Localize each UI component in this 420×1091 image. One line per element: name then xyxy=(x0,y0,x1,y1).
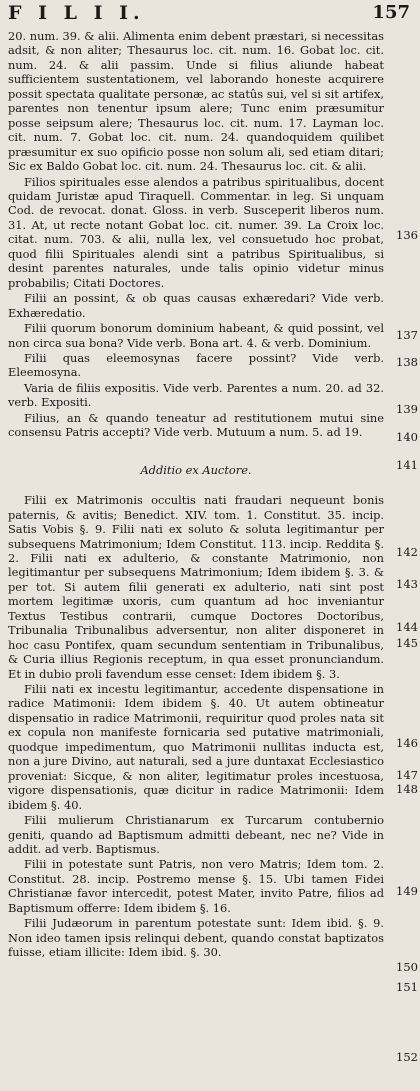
margin-number: 141 xyxy=(396,458,418,472)
paragraph: Filii ex Matrimonis occultis nati fraudari nequeunt bonis paternis, & avitis; Benedict. XIV. tom. 1. Constitut. 35. incip. Satis Vobis §. 9. Filii nati ex soluto & soluta legitimantur per subsequens Matrimonium; Idem Constitut. 113. incip. Reddita §. 2. Filii nati ex adulterio, & constante Matrimonio, non legitimantur per subsequens Matrimonium; Idem ibidem §. 3. & per tot. Si autem filii generati ex adulterio, nati sint post mortem legitimæ uxoris, cum quantum ad hoc inveniantur Textus Testibus contrarii, cumque Doctores Doctoribus, Tribunalia Tribunalibus adversentur, non aliter disponeret in hoc casu Pontifex, quam secundum sententiam in Tribunalibus, & Curia illius Regionis receptum, in qua esset pronunciandum. Et in dubio proli favendum esse censet: Idem ibidem §. 3. xyxy=(8,493,384,681)
running-head: F I L I I. xyxy=(8,2,145,24)
margin-number: 148 xyxy=(396,782,418,796)
page-header xyxy=(8,2,412,24)
paragraph: Filius, an & quando teneatur ad restitutionem mutui sine consensu Patris accepti? Vide verb. Mutuum a num. 5. ad 19. xyxy=(8,410,384,440)
margin-number: 146 xyxy=(396,736,418,750)
paragraph: Filii Judæorum in parentum potestate sunt: Idem ibid. §. 9. Non ideo tamen ipsis relinqui debent, quando constat baptizatos fuisse, etiam illicite: Idem ibid. §. 30. xyxy=(8,916,384,960)
paragraph: 20. num. 39. & alii. Alimenta enim debent præstari, si necessitas adsit, & non aliter; Thesaurus loc. cit. num. 16. Gobat loc. cit. num. 24. & alii passim. Unde si filius aliunde habeat sufficientem sustentationem, vel laborando honeste acquirere possit spectata qualitate personæ, ac statûs sui, vel si sit artifex, parentes non tenentur ipsum alere; Tunc enim præsumitur posse seipsum alere; Thesaurus loc. cit. num. 17. Layman loc. cit. num. 7. Gobat loc. cit. num. 24. quandoquidem quilibet præsumitur ex suo opificio posse non solum ali, sed etiam ditari; Sic ex Baldo Gobat loc. cit. num. 24. Thesaurus loc. cit. & alii. xyxy=(8,29,384,174)
margin-number: 138 xyxy=(396,355,418,369)
margin-number: 150 xyxy=(396,960,418,974)
margin-number: 144 xyxy=(396,620,418,634)
margin-number: 152 xyxy=(396,1050,418,1064)
margin-numbers xyxy=(386,0,420,1091)
paragraph: Filii quorum bonorum dominium habeant, & quid possint, vel non circa sua bona? Vide verb. Bona art. 4. & verb. Dominium. xyxy=(8,321,384,350)
margin-number: 136 xyxy=(396,228,418,242)
margin-number: 145 xyxy=(396,636,418,650)
section-heading: Additio ex Auctore. xyxy=(140,462,252,477)
margin-number: 151 xyxy=(396,980,418,994)
margin-number: 139 xyxy=(396,402,418,416)
paragraph: Varia de filiis expositis. Vide verb. Parentes a num. 20. ad 32. verb. Expositi. xyxy=(8,380,384,410)
margin-number: 147 xyxy=(396,768,418,782)
paragraph: Filii quas eleemosynas facere possint? Vide verb. Eleemosyna. xyxy=(8,350,384,380)
margin-number: 140 xyxy=(396,430,418,444)
margin-number: 143 xyxy=(396,577,418,591)
paragraph: Filii nati ex incestu legitimantur, accedente dispensatione in radice Matimonii: Idem ibidem §. 40. Ut autem obtineatur dispensatio in radice Matrimonii, requiritur quod proles nata sit ex copula non manifeste fornicaria sed putative matrimoniali, quodque impedimentum, quo Matrimonii nullitas inducta est, non a jure Divino, aut naturali, sed a jure duntaxat Ecclesiastico proveniat: Sicque, & non aliter, legitimatur proles incestuosa, vigore dispensationis, quæ dicitur in radice Matrimonii: Idem ibidem §. 40. xyxy=(8,682,384,812)
paragraph: Filii mulierum Christianarum ex Turcarum contubernio geniti, quando ad Baptismum admitti debeant, nec ne? Vide in addit. ad verb. Baptismus. xyxy=(8,813,384,857)
paragraph: Filios spirituales esse alendos a patribus spiritualibus, docent quidam Juristæ apud Tiraquell. Commentar. in leg. Si unquam Cod. de revocat. donat. Gloss. in verb. Susceperit liberos num. 31. At, ut recte notant Gobat loc. cit. numer. 39. La Croix loc. citat. num. 703. & alii, nulla lex, vel consuetudo hoc probat, quod filii Spirituales alendi sint a patribus Spiritualibus, si desint parentes naturales, unde talis opinio videtur minus probabilis; Citati Doctores. xyxy=(8,174,384,290)
paragraph: Filii an possint, & ob quas causas exhæredari? Vide verb. Exhæredatio. xyxy=(8,291,384,320)
paragraph: Filii in potestate sunt Patris, non vero Matris; Idem tom. 2. Constitut. 28. incip. Postremo mense §. 15. Ubi tamen Fidei Christianæ favor intercedit, potest Mater, invito Patre, filios ad Baptismum offerre: Idem ibidem §. 16. xyxy=(8,857,384,915)
page-number: 157 xyxy=(372,2,410,23)
margin-number: 149 xyxy=(396,884,418,898)
margin-number: 137 xyxy=(396,328,418,342)
margin-number: 142 xyxy=(396,545,418,559)
main-text xyxy=(8,29,384,961)
